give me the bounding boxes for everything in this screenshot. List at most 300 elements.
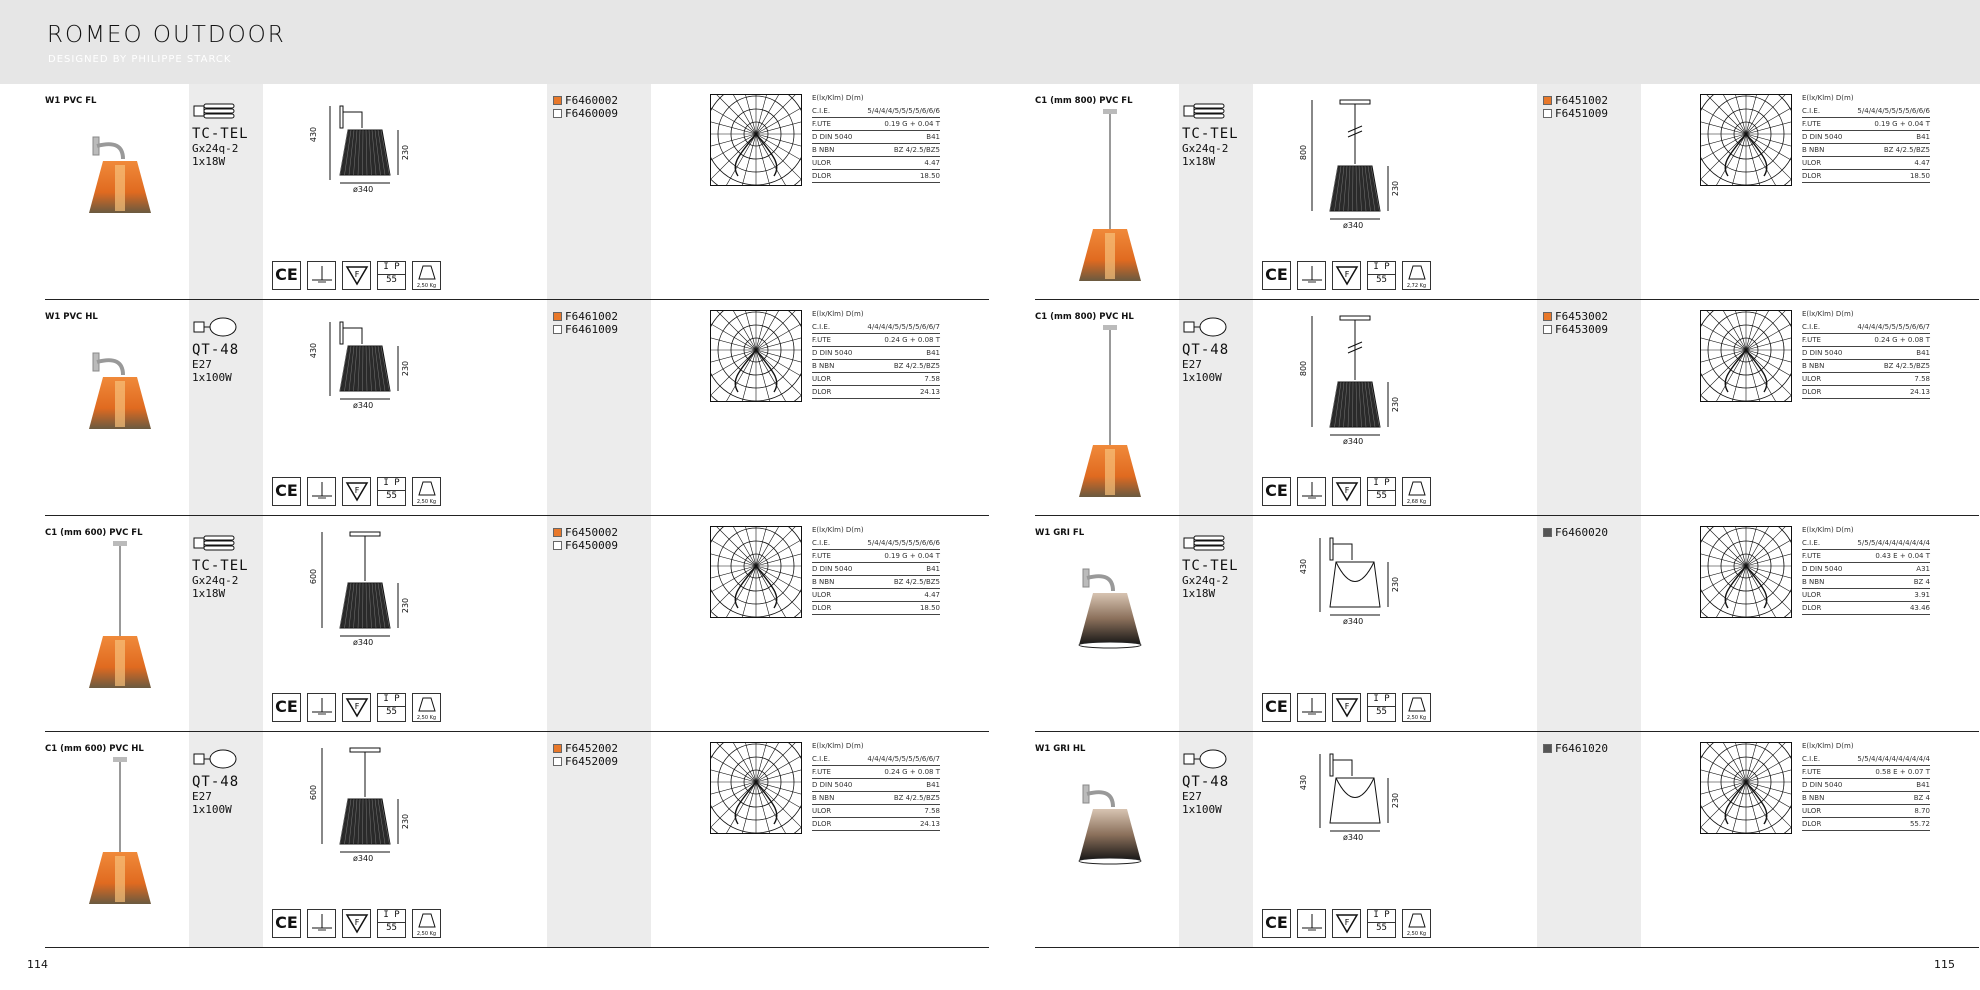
article-code [1543,310,1608,323]
weight-icon [412,693,441,722]
product-name: C1 (mm 600) PVC FL [45,528,143,538]
f-mark-icon [1332,261,1361,290]
weight-icon [1402,477,1431,506]
row-label: D DIN 5040 [1802,565,1843,573]
ip-label: I P [1368,262,1395,275]
code-number: F6453002 [1555,310,1608,323]
table-row [1802,766,1930,779]
row-label: F.UTE [812,120,831,128]
color-swatch [553,757,562,766]
table-row [1802,805,1930,818]
table-row [1802,589,1930,602]
table-row [1802,321,1930,334]
polar-diagram [710,742,802,834]
weight-icon [1402,909,1431,938]
row-value: B41 [926,781,940,789]
row-value: 5/4/4/4/5/5/5/5/6/6/6 [867,539,940,547]
light-source [192,532,249,600]
row-label: D DIN 5040 [812,349,853,357]
photometric-table [1802,526,1930,615]
table-row [812,576,940,589]
ground-install-icon [307,261,336,290]
row-value: BZ 4/2.5/BZ5 [1883,362,1930,370]
dimension-drawing [310,532,450,682]
dim-shade-height: 230 [401,597,411,614]
color-swatch [1543,325,1552,334]
ip-label: I P [1368,694,1395,707]
svg-text:F: F [354,702,359,711]
table-row [812,602,940,615]
table-row [812,818,940,831]
table-row [1802,779,1930,792]
row-label: B NBN [1802,146,1825,154]
ip-value: 55 [1376,491,1387,501]
lamp-power: 1x100W [1182,371,1222,384]
ground-install-icon [1297,909,1326,938]
code-number: F6450009 [565,539,618,552]
article-code [553,323,618,336]
color-swatch [553,541,562,550]
halogen-lamp-icon [192,316,238,338]
row-value: B41 [1916,349,1930,357]
row-value: 0.19 G + 0.04 T [884,552,940,560]
photometric-table [812,310,940,399]
dim-diameter: ø340 [353,185,374,194]
dim-shade-height: 230 [401,360,411,377]
row-value: 7.58 [1914,375,1930,383]
dim-diameter: ø340 [1343,833,1364,842]
product-row [1035,84,1979,300]
table-head: E(lx/Klm) D(m) [812,310,864,318]
lamp-power: 1x18W [1182,587,1216,600]
row-label: DLOR [1802,172,1822,180]
code-number: F6460020 [1555,526,1608,539]
row-label: C.I.E. [812,323,831,331]
dimension-drawing [1300,532,1440,682]
dim-shade-height: 230 [1391,396,1401,413]
lamp-photo [1055,109,1165,294]
table-row [812,589,940,602]
row-value: 0.19 G + 0.04 T [884,120,940,128]
code-band [1537,732,1641,947]
ce-mark-icon: CE [1262,909,1291,938]
article-code [1543,526,1608,539]
lamp-photo [1055,325,1165,510]
article-code [1543,94,1608,107]
light-source [192,316,239,384]
row-value: 0.24 G + 0.08 T [884,768,940,776]
row-value: 55.72 [1909,820,1930,828]
weight-value: 2,68 Kg [1406,499,1427,505]
table-row [812,105,940,118]
table-row [1802,105,1930,118]
dim-shade-height: 230 [1391,180,1401,197]
table-row [812,792,940,805]
dimension-drawing [310,100,450,250]
photometric-table [1802,310,1930,399]
row-label: F.UTE [1802,336,1821,344]
product-row [1035,732,1979,948]
product-name: W1 PVC HL [45,312,98,322]
article-codes [1543,310,1608,336]
dimension-drawing [1300,748,1440,898]
photometric-table [812,526,940,615]
row-label: D DIN 5040 [1802,349,1843,357]
lamp-type: TC-TEL [192,126,249,142]
f-mark-icon [342,261,371,290]
code-number: F6460002 [565,94,618,107]
table-row [1802,334,1930,347]
polar-diagram [710,94,802,186]
dim-shade-height: 230 [401,144,411,161]
product-row [45,84,989,300]
catalog-title: ROMEO OUTDOOR [47,22,286,48]
lamp-photo [1055,541,1165,726]
row-value: 24.13 [1909,388,1930,396]
lamp-photo [65,757,175,942]
lamp-base: E27 [1182,790,1202,803]
row-label: F.UTE [812,768,831,776]
article-codes [1543,526,1608,539]
halogen-lamp-icon [1182,316,1228,338]
dim-diameter: ø340 [1343,617,1364,626]
ip-value: 55 [386,707,397,717]
row-value: 5/5/5/4/4/4/4/4/4/4/4 [1857,539,1930,547]
designer-subtitle: DESIGNED BY PHILIPPE STARCK [48,54,232,65]
row-label: C.I.E. [812,539,831,547]
color-swatch [553,96,562,105]
ip-label: I P [1368,478,1395,491]
table-row [812,753,940,766]
polar-diagram [710,526,802,618]
table-row [1802,131,1930,144]
table-row [1802,537,1930,550]
photometric-table [812,94,940,183]
row-value: B41 [926,133,940,141]
table-row [812,805,940,818]
svg-text:F: F [1344,270,1349,279]
table-row [812,144,940,157]
table-row [1802,602,1930,615]
article-codes [553,526,618,552]
row-value: 4.47 [924,591,940,599]
code-band [1537,516,1641,731]
table-row [812,360,940,373]
table-row [1802,347,1930,360]
article-code [553,526,618,539]
code-number: F6450002 [565,526,618,539]
lamp-base: E27 [192,358,212,371]
row-value: B41 [926,565,940,573]
row-label: ULOR [1802,375,1822,383]
weight-value: 2,72 Kg [1406,283,1427,289]
color-swatch [553,312,562,321]
article-codes [1543,94,1608,120]
code-number: F6461020 [1555,742,1608,755]
row-label: DLOR [812,604,832,612]
row-label: ULOR [1802,159,1822,167]
dim-diameter: ø340 [1343,437,1364,446]
table-row [812,386,940,399]
lamp-power: 1x100W [1182,803,1222,816]
row-label: F.UTE [1802,552,1821,560]
svg-text:F: F [354,918,359,927]
ground-install-icon [1297,693,1326,722]
ip-label: I P [378,910,405,923]
polar-diagram [1700,742,1792,834]
page-header [0,0,1980,84]
ce-mark-icon: CE [272,477,301,506]
row-value: 8.70 [1914,807,1930,815]
row-label: F.UTE [1802,768,1821,776]
f-mark-icon [342,909,371,938]
row-value: 4.47 [1914,159,1930,167]
row-value: BZ 4 [1913,578,1930,586]
ip-value: 55 [1376,275,1387,285]
row-label: ULOR [812,591,832,599]
fluorescent-lamp-icon [192,100,238,122]
lamp-power: 1x100W [192,803,232,816]
ip-value: 55 [1376,923,1387,933]
color-swatch [1543,312,1552,321]
color-swatch [1543,528,1552,537]
code-number: F6461009 [565,323,618,336]
f-mark-icon [1332,909,1361,938]
table-head: E(lx/Klm) D(m) [1802,94,1854,102]
row-label: DLOR [812,172,832,180]
ground-install-icon [307,477,336,506]
product-name: C1 (mm 600) PVC HL [45,744,144,754]
article-code [1543,742,1608,755]
ground-install-icon [1297,261,1326,290]
table-row [1802,144,1930,157]
row-label: ULOR [1802,591,1822,599]
row-value: B41 [926,349,940,357]
row-label: B NBN [812,362,835,370]
row-label: B NBN [1802,362,1825,370]
row-label: DLOR [812,820,832,828]
ce-mark-icon: CE [272,909,301,938]
row-label: F.UTE [812,552,831,560]
row-label: DLOR [1802,604,1822,612]
dim-shade-height: 230 [1391,576,1401,593]
color-swatch [1543,744,1552,753]
code-number: F6451009 [1555,107,1608,120]
row-value: 0.19 G + 0.04 T [1874,120,1930,128]
light-source [192,100,249,168]
article-code [553,107,618,120]
row-value: 43.46 [1909,604,1930,612]
article-codes [553,94,618,120]
row-label: DLOR [1802,820,1822,828]
row-value: 0.24 G + 0.08 T [1874,336,1930,344]
table-row [812,334,940,347]
table-row [812,779,940,792]
row-label: F.UTE [1802,120,1821,128]
table-row [812,131,940,144]
table-head: E(lx/Klm) D(m) [812,526,864,534]
weight-value: 2,50 Kg [416,931,437,937]
product-row [45,732,989,948]
code-number: F6453009 [1555,323,1608,336]
row-label: C.I.E. [1802,755,1821,763]
table-row [1802,157,1930,170]
color-swatch [553,528,562,537]
row-value: BZ 4/2.5/BZ5 [1883,146,1930,154]
row-value: 5/4/4/4/5/5/5/5/6/6/6 [867,107,940,115]
table-row [812,766,940,779]
product-name: W1 GRI FL [1035,528,1085,538]
dim-shade-height: 230 [1391,792,1401,809]
weight-icon [412,909,441,938]
row-label: D DIN 5040 [812,781,853,789]
row-label: ULOR [812,807,832,815]
lamp-type: TC-TEL [1182,126,1239,142]
row-label: B NBN [812,794,835,802]
ce-mark-icon: CE [272,261,301,290]
row-value: 3.91 [1914,591,1930,599]
row-label: ULOR [812,375,832,383]
product-row [45,300,989,516]
row-value: BZ 4/2.5/BZ5 [893,794,940,802]
article-code [553,742,618,755]
photometric-table [1802,742,1930,831]
photometric-table [1802,94,1930,183]
row-value: BZ 4 [1913,794,1930,802]
lamp-type: QT-48 [1182,774,1230,790]
article-code [1543,107,1608,120]
row-label: C.I.E. [1802,539,1821,547]
code-number: F6460009 [565,107,618,120]
dim-height: 800 [1299,360,1309,376]
table-head: E(lx/Klm) D(m) [1802,310,1854,318]
ip-rating-badge [377,477,406,506]
lamp-base: Gx24q-2 [1182,574,1229,587]
svg-text:F: F [1344,918,1349,927]
page-number-right: 115 [1934,958,1955,971]
light-source [1182,316,1229,384]
table-row [812,157,940,170]
lamp-power: 1x18W [192,155,226,168]
table-head: E(lx/Klm) D(m) [812,94,864,102]
table-row [812,373,940,386]
lamp-base: E27 [1182,358,1202,371]
row-label: F.UTE [812,336,831,344]
table-row [812,563,940,576]
dim-height: 430 [309,126,319,142]
row-value: 0.43 E + 0.04 T [1875,552,1930,560]
light-source [1182,100,1239,168]
lamp-type: QT-48 [192,774,240,790]
ip-rating-badge [1367,261,1396,290]
ground-install-icon [1297,477,1326,506]
lamp-type: TC-TEL [192,558,249,574]
halogen-lamp-icon [192,748,238,770]
page-number-left: 114 [27,958,48,971]
lamp-photo [65,109,175,294]
lamp-photo [65,325,175,510]
dim-height: 430 [1299,558,1309,574]
code-number: F6452002 [565,742,618,755]
f-mark-icon [1332,477,1361,506]
dim-height: 600 [309,568,319,585]
light-source [1182,748,1229,816]
row-label: C.I.E. [1802,323,1821,331]
ip-rating-badge [377,909,406,938]
article-code [553,755,618,768]
f-mark-icon [1332,693,1361,722]
photometric-table [812,742,940,831]
dim-diameter: ø340 [353,854,374,863]
article-code [553,94,618,107]
product-name: C1 (mm 800) PVC HL [1035,312,1134,322]
ip-label: I P [378,694,405,707]
weight-value: 2,50 Kg [416,715,437,721]
weight-icon [412,477,441,506]
product-name: C1 (mm 800) PVC FL [1035,96,1133,106]
ground-install-icon [307,693,336,722]
row-value: 0.58 E + 0.07 T [1875,768,1930,776]
product-name: W1 GRI HL [1035,744,1086,754]
table-row [1802,170,1930,183]
table-row [1802,386,1930,399]
lamp-base: Gx24q-2 [192,142,239,155]
dim-height: 800 [1299,144,1309,160]
row-value: 4.47 [924,159,940,167]
dimension-drawing [310,748,450,898]
weight-icon [1402,261,1431,290]
ip-label: I P [378,262,405,275]
row-label: C.I.E. [812,107,831,115]
row-label: C.I.E. [812,755,831,763]
table-row [1802,576,1930,589]
f-mark-icon [342,477,371,506]
table-row [1802,550,1930,563]
code-number: F6461002 [565,310,618,323]
color-swatch [553,109,562,118]
table-row [1802,360,1930,373]
table-row [812,118,940,131]
table-row [1802,373,1930,386]
table-row [1802,563,1930,576]
lamp-power: 1x18W [192,587,226,600]
lamp-base: E27 [192,790,212,803]
row-value: 4/4/4/4/5/5/5/5/6/6/7 [867,323,940,331]
polar-diagram [1700,526,1792,618]
halogen-lamp-icon [1182,748,1228,770]
table-row [812,537,940,550]
row-value: 4/4/4/4/5/5/5/5/6/6/7 [1857,323,1930,331]
weight-icon [1402,693,1431,722]
dim-height: 600 [309,784,319,801]
dim-height: 430 [309,342,319,358]
code-number: F6452009 [565,755,618,768]
polar-diagram [1700,310,1792,402]
row-value: 24.13 [919,820,940,828]
row-value: 4/4/4/4/5/5/5/5/6/6/7 [867,755,940,763]
row-value: 18.50 [919,172,940,180]
row-value: BZ 4/2.5/BZ5 [893,578,940,586]
table-row [812,321,940,334]
polar-diagram [1700,94,1792,186]
fluorescent-lamp-icon [192,532,238,554]
lamp-type: TC-TEL [1182,558,1239,574]
color-swatch [553,325,562,334]
lamp-base: Gx24q-2 [192,574,239,587]
ip-rating-badge [1367,693,1396,722]
article-code [553,310,618,323]
weight-icon [412,261,441,290]
